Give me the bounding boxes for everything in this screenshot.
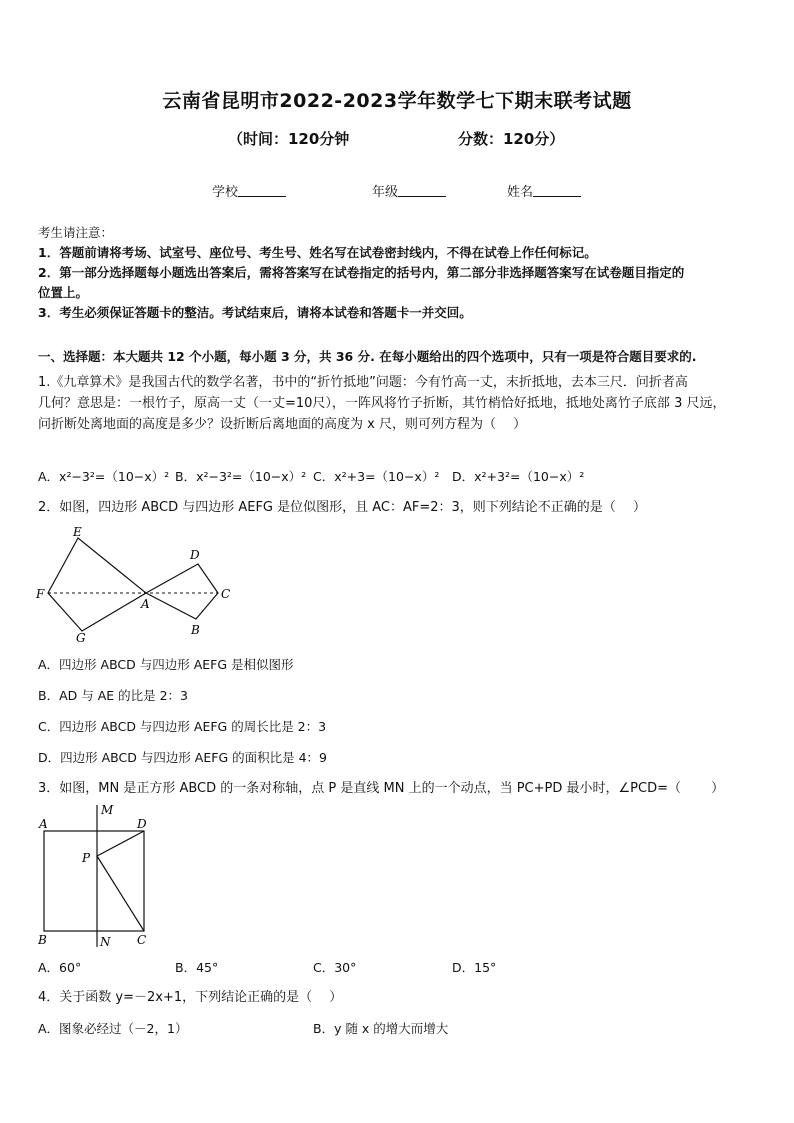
notice-block	[38, 223, 758, 323]
exam-score: 分数：120分）	[458, 130, 565, 148]
notice-item: 位置上。	[38, 285, 89, 300]
name-blank[interactable]	[533, 184, 581, 197]
exam-time: （时间：120分钟	[228, 130, 350, 148]
q3-option-b[interactable]: B．45°	[175, 960, 219, 975]
name-field	[507, 181, 581, 200]
label-c: C	[221, 587, 231, 601]
square-abcd	[44, 831, 144, 931]
name-label: 姓名	[507, 185, 534, 200]
q3-option-c[interactable]: C．30°	[313, 960, 357, 975]
segment-pc	[97, 856, 144, 931]
q1-option-c[interactable]: C．x²+3=（10−x）²	[313, 469, 440, 484]
q3-option-d[interactable]: D．15°	[452, 960, 497, 975]
label-d: D	[190, 548, 200, 562]
label-b: B	[191, 623, 200, 637]
notice-item: 1．答题前请将考场、试室号、座位号、考生号、姓名写在试卷密封线内，不得在试卷上作任何标记。	[38, 245, 597, 260]
q3-stem: 3．如图，MN 是正方形 ABCD 的一条对称轴，点 P 是直线 MN 上的一个动点，当 PC+PD 最小时，∠PCD=（ ）	[38, 781, 725, 796]
label-e: E	[73, 525, 82, 539]
q1-option-d[interactable]: D．x²+3²=（10−x）²	[452, 469, 585, 484]
q2-option-d[interactable]: D．四边形 ABCD 与四边形 AEFG 的面积比是 4：9	[38, 750, 327, 765]
school-blank[interactable]	[238, 184, 286, 197]
notice-item: 3．考生必须保证答题卡的整洁。考试结束后，请将本试卷和答题卡一并交回。	[38, 305, 472, 320]
section-heading: 一、选择题：本大题共 12 个小题，每小题 3 分，共 36 分. 在每小题给出的四个选项中，只有一项是符合题目要求的.	[38, 349, 697, 364]
label-b: B	[38, 933, 47, 947]
label-g: G	[76, 631, 86, 645]
q2-figure	[30, 520, 240, 645]
school-label: 学校	[212, 185, 239, 200]
q1-line: 1.《九章算术》是我国古代的数学名著，书中的“折竹抵地”问题：今有竹高一丈，末折抵地，去本三尺．问折者高	[38, 375, 688, 390]
q4-option-a[interactable]: A．图象必经过（－2，1）	[38, 1021, 188, 1036]
grade-field	[372, 181, 446, 200]
q1-line: 几何？意思是：一根竹子，原高一丈（一丈=10尺），一阵风将竹子折断，其竹梢恰好抵地，抵地处离竹子底部 3 尺远，	[38, 396, 726, 411]
question-1	[38, 372, 768, 435]
label-f: F	[36, 587, 45, 601]
quad-aefg	[48, 538, 146, 631]
grade-label: 年级	[372, 185, 399, 200]
label-c: C	[137, 933, 147, 947]
q2-option-a[interactable]: A．四边形 ABCD 与四边形 AEFG 是相似图形	[38, 657, 294, 672]
notice-heading: 考生请注意：	[38, 225, 114, 240]
page-title: 云南省昆明市2022-2023学年数学七下期末联考试题	[162, 90, 632, 112]
label-d: D	[137, 817, 147, 831]
q2-option-b[interactable]: B．AD 与 AE 的比是 2：3	[38, 688, 189, 703]
label-m: M	[101, 803, 114, 817]
label-a: A	[141, 597, 150, 611]
q2-option-c[interactable]: C．四边形 ABCD 与四边形 AEFG 的周长比是 2：3	[38, 719, 327, 734]
notice-item: 2．第一部分选择题每小题选出答案后，需将答案写在试卷指定的括号内，第二部分非选择题答案写在试卷题目指定的	[38, 265, 685, 280]
q1-option-a[interactable]: A．x²−3²=（10−x）²	[38, 469, 170, 484]
label-n: N	[100, 935, 111, 949]
q1-option-b[interactable]: B．x²−3²=（10−x）²	[175, 469, 307, 484]
q4-option-b[interactable]: B．y 随 x 的增大而增大	[313, 1021, 449, 1036]
q2-stem: 2．如图，四边形 ABCD 与四边形 AEFG 是位似图形，且 AC：AF=2：3，则下列结论不正确的是（ ）	[38, 500, 646, 515]
q3-option-a[interactable]: A．60°	[38, 960, 82, 975]
segment-pd	[97, 831, 144, 856]
q1-line: 问折断处离地面的高度是多少？设折断后离地面的高度为 x 尺，则可列方程为（ ）	[38, 417, 527, 432]
label-p: P	[82, 851, 91, 865]
q4-stem: 4．关于函数 y=－2x+1，下列结论正确的是（ ）	[38, 990, 343, 1005]
q3-figure	[30, 800, 160, 950]
label-a: A	[39, 817, 48, 831]
school-field	[212, 181, 286, 200]
grade-blank[interactable]	[398, 184, 446, 197]
quad-abcd	[146, 564, 218, 619]
